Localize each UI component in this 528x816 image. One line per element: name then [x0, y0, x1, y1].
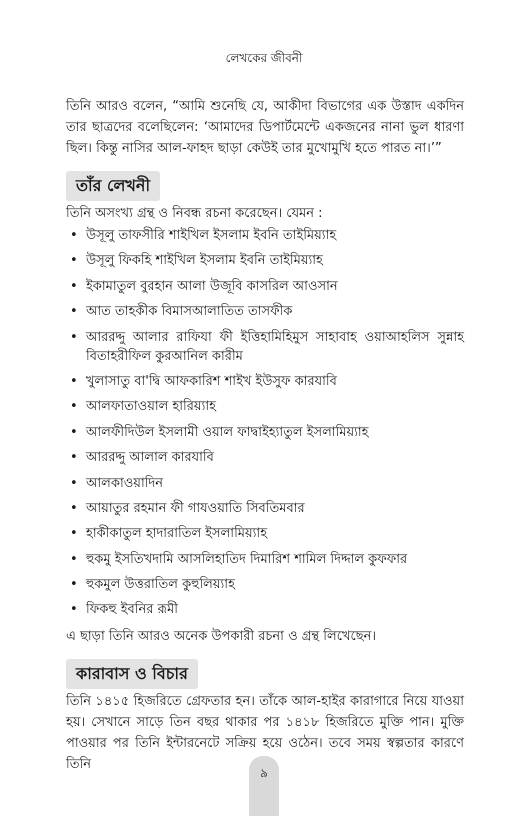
- bullet-icon: •: [70, 450, 78, 466]
- list-item-text: আররদ্দু আলাল কারযাবি: [86, 450, 214, 466]
- bullet-icon: •: [70, 228, 78, 243]
- list-item: [66, 600, 464, 619]
- list-item: [66, 474, 464, 493]
- list-item: [66, 372, 464, 391]
- list-item: [66, 226, 464, 245]
- list-item-text: ফিকহু ইবনির রূমী: [86, 602, 178, 618]
- list-item: [66, 550, 464, 569]
- intro-paragraph: তিনি আরও বলেন, “আমি শুনেছি যে, আকীদা বিভাগের এক উস্তাদ একদিন তার ছাত্রদের বলেছিলেন: ‘আমাদের ডিপার্টমেন্টে একজনের নানা ভুল ধারণা ছিল। কিন্তু নাসির আল-ফাহদ ছাড়া কেউই তার মুখোমুখি হতে পারত না।’”: [66, 99, 464, 156]
- list-item-text: হুকমুল উত্তরাতিল কুহুলিয়্যাহ: [86, 577, 235, 593]
- list-item-text: আত তাহকীক বিমাসআলাতিত তাসফীক: [86, 304, 293, 320]
- bullet-icon: •: [70, 551, 78, 567]
- bullet-icon: •: [70, 424, 78, 440]
- bullet-icon: •: [70, 373, 78, 389]
- list-item: [66, 277, 464, 296]
- running-header: লেখকের জীবনী: [225, 51, 303, 65]
- bullet-icon: •: [70, 526, 78, 542]
- bullet-icon: •: [70, 253, 78, 269]
- list-item-text: আলকাওয়াদিন: [86, 475, 164, 491]
- list-item-text: আররদ্দু আলার রাফিযা ফী ইত্তিহামিহিমুস সাহাবাহ ওয়াআহলিস সুন্নাহ বিতাহরীফিল কুরআনিল কারীম: [86, 329, 464, 364]
- list-item: [66, 524, 464, 543]
- writings-heading: তাঁর লেখনী: [66, 171, 160, 201]
- imprisonment-paragraph: তিনি ১৪১৫ হিজরিতে গ্রেফতার হন। তাঁকে আল-হাইর কারাগারে নিয়ে যাওয়া হয়। সেখানে সাড়ে তিন বছর থাকার পর ১৪১৮ হিজরিতে মুক্তি পান। মুক্তি পাওয়ার পর তিনি ইন্টারনেটে সক্রিয় হয়ে ওঠেন। তবে সময় স্বল্পতার কারণে তিনি: [66, 693, 464, 772]
- list-item: [66, 448, 464, 467]
- imprisonment-heading: কারাবাস ও বিচার: [66, 659, 198, 689]
- list-item: [66, 397, 464, 416]
- page-content: [66, 96, 464, 775]
- bullet-icon: •: [70, 329, 78, 345]
- writings-closing: এ ছাড়া তিনি আরও অনেক উপকারী রচনা ও গ্রন্থ লিখেছেন।: [66, 628, 376, 644]
- list-item: [66, 575, 464, 594]
- bullet-icon: •: [70, 500, 78, 516]
- list-item: [66, 423, 464, 442]
- writings-lead: তিনি অসংখ্য গ্রন্থ ও নিবন্ধ রচনা করেছেন। যেমন :: [66, 206, 323, 221]
- bullet-icon: •: [70, 577, 78, 593]
- list-item-text: আয়াতুর রহমান ফী গাযওয়াতি সিবতিমবার: [86, 500, 305, 516]
- writings-list: [66, 226, 464, 619]
- bullet-icon: •: [70, 399, 78, 415]
- bullet-icon: •: [70, 278, 78, 294]
- list-item: [66, 499, 464, 518]
- bullet-icon: •: [70, 304, 78, 320]
- writings-section: [66, 165, 464, 647]
- list-item: [66, 302, 464, 321]
- list-item-text: উসূলু ফিকহি শাইখিল ইসলাম ইবনি তাইমিয়্যাহ: [86, 253, 323, 269]
- list-item-text: ইকামাতুল বুরহান আলা উজূবি কাসরিল আওসান: [86, 278, 338, 294]
- list-item-text: হুকমু ইসতিখদামি আসলিহাতিদ দিমারিশ শামিল দিদ্দাল কুফফার: [86, 551, 408, 567]
- bullet-icon: •: [70, 475, 78, 491]
- list-item-text: হাকীকাতুল হাদারাতিল ইসলামিয়্যাহ: [86, 526, 268, 542]
- bullet-icon: •: [70, 602, 78, 618]
- list-item-text: উসূলু তাফসীরি শাইখিল ইসলাম ইবনি তাইমিয়্যাহ: [86, 228, 337, 243]
- list-item-text: খুলাসাতু বা'দ্বি আফকারিশ শাইখ ইউসুফ কারযাবি: [86, 373, 337, 389]
- list-item: [66, 328, 464, 366]
- list-item-text: আলফীদিউল ইসলামী ওয়াল ফাদ্বাইহ্যাতুল ইসলামিয়্যাহ: [86, 424, 369, 440]
- list-item: [66, 251, 464, 270]
- page-number: ৯: [260, 766, 268, 780]
- list-item-text: আলফাতাওয়াল হারিয়্যাহ: [86, 399, 216, 415]
